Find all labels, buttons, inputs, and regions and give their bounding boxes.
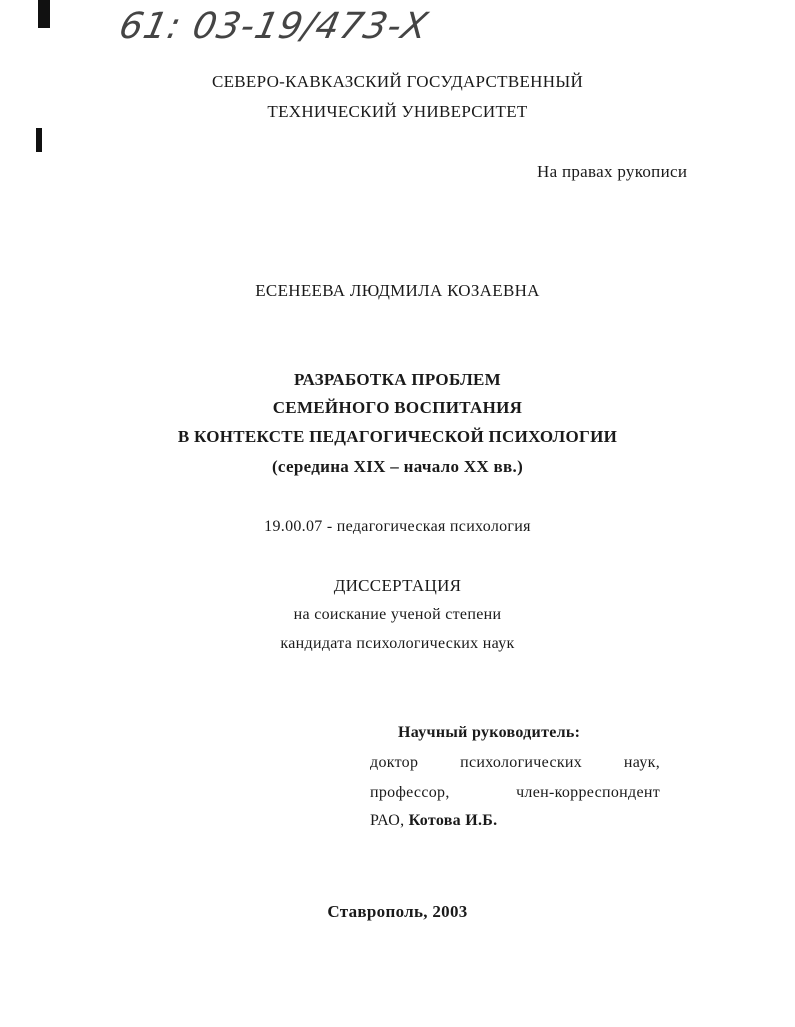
title-line-2: СЕМЕЙНОГО ВОСПИТАНИЯ <box>272 398 523 417</box>
scan-mark-top <box>38 0 50 28</box>
supervisor-name: Котова И.Б. <box>408 812 498 829</box>
title-line-3: В КОНТЕКСТЕ ПЕДАГОГИЧЕСКОЙ ПСИХОЛОГИИ <box>177 427 618 446</box>
degree-line-2: кандидата психологических наук <box>280 635 515 652</box>
supervisor-line-3 <box>370 812 497 830</box>
author-name: ЕСЕНЕЕВА ЛЮДМИЛА КОЗАЕВНА <box>255 281 540 300</box>
degree-line-1: на соискание ученой степени <box>293 606 502 623</box>
specialty-code: 19.00.07 - педагогическая психология <box>264 518 531 535</box>
scan-mark-middle <box>36 128 42 152</box>
supervisor-heading: Научный руководитель: <box>398 724 581 741</box>
university-line-2: ТЕХНИЧЕСКИЙ УНИВЕРСИТЕТ <box>267 102 528 121</box>
title-period: (середина XIX – начало XX вв.) <box>271 457 524 476</box>
title-line-1: РАЗРАБОТКА ПРОБЛЕМ <box>293 370 502 389</box>
city-year: Ставрополь, 2003 <box>327 902 468 921</box>
supervisor-line-1: доктор психологических наук, <box>370 754 660 771</box>
university-line-1: СЕВЕРО-КАВКАЗСКИЙ ГОСУДАРСТВЕННЫЙ <box>211 72 584 91</box>
supervisor-org: РАО, <box>370 812 409 829</box>
work-type: ДИССЕРТАЦИЯ <box>333 576 462 595</box>
archive-number-handwritten: 61: 03-19/473-Х <box>115 6 432 47</box>
manuscript-note: На правах рукописи <box>537 162 688 181</box>
supervisor-line-2: профессор, член-корреспондент <box>370 784 660 801</box>
